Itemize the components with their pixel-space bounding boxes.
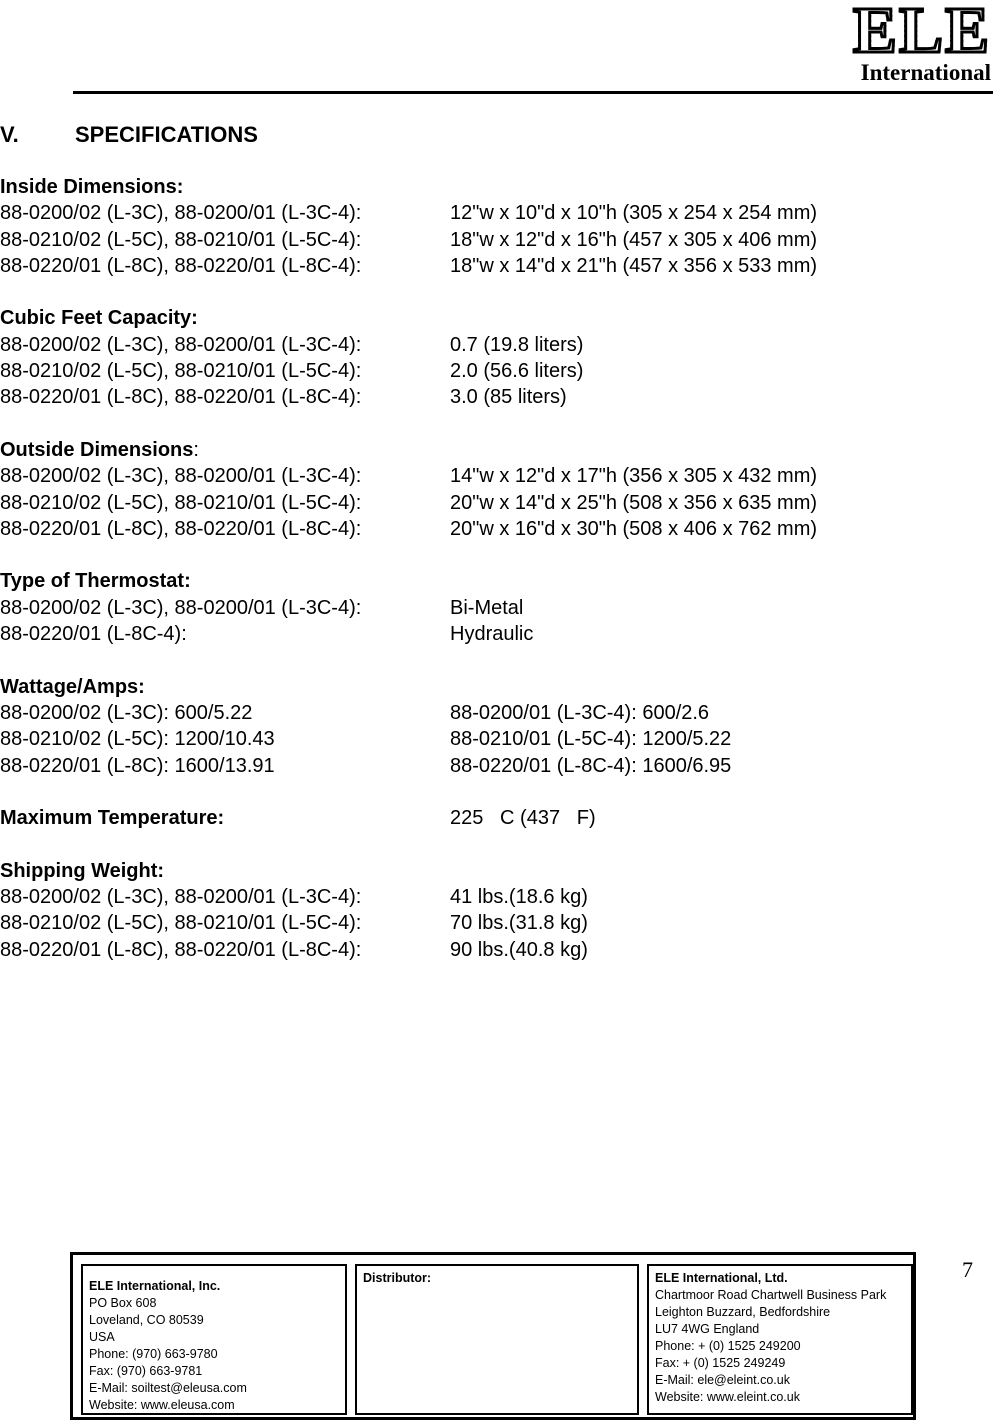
spec-value: 18"w x 12"d x 16"h (457 x 305 x 406 mm) <box>450 228 818 251</box>
us-address-line: USA <box>89 1330 115 1344</box>
spec-group-max-temperature <box>0 805 900 831</box>
spec-label: 88-0220/01 (L-8C-4): <box>0 623 187 646</box>
spec-row <box>0 490 900 516</box>
spec-group-outside-dimensions <box>0 437 900 542</box>
spec-heading: Cubic Feet Capacity: <box>0 307 198 330</box>
header-rule <box>73 91 993 94</box>
spec-row <box>0 253 900 279</box>
spec-group-cubic-capacity <box>0 305 900 410</box>
us-fax: Fax: (970) 663-9781 <box>89 1364 203 1378</box>
footer-us-office <box>81 1264 347 1415</box>
spec-group-wattage <box>0 674 900 779</box>
spec-heading: Maximum Temperature: <box>0 807 225 830</box>
us-website: Website: www.eleusa.com <box>89 1398 235 1412</box>
distributor-label: Distributor: <box>363 1271 432 1285</box>
spec-value: 90 lbs.(40.8 kg) <box>450 938 588 961</box>
uk-address-line: Chartmoor Road Chartwell Business Park <box>655 1288 887 1302</box>
uk-address-line: Leighton Buzzard, Bedfordshire <box>655 1305 831 1319</box>
spec-row <box>0 463 900 489</box>
specifications <box>0 174 900 989</box>
spec-label: 88-0220/01 (L-8C), 88-0220/01 (L-8C-4): <box>0 517 362 540</box>
footer-uk-office <box>647 1264 913 1415</box>
spec-value: 14"w x 12"d x 17"h (356 x 305 x 432 mm) <box>450 465 818 488</box>
uk-fax: Fax: + (0) 1525 249249 <box>655 1356 786 1370</box>
spec-heading: Shipping Weight: <box>0 859 165 882</box>
section-number: V. <box>0 122 19 147</box>
uk-address-line: LU7 4WG England <box>655 1322 760 1336</box>
spec-label: 88-0210/02 (L-5C), 88-0210/01 (L-5C-4): <box>0 360 362 383</box>
spec-label: 88-0220/01 (L-8C), 88-0220/01 (L-8C-4): <box>0 254 362 277</box>
spec-value: Hydraulic <box>450 623 534 646</box>
spec-label: 88-0210/02 (L-5C), 88-0210/01 (L-5C-4): <box>0 491 362 514</box>
spec-label: 88-0210/02 (L-5C): 1200/10.43 <box>0 728 275 751</box>
uk-company-name: ELE International, Ltd. <box>655 1271 788 1285</box>
spec-row <box>0 700 900 726</box>
spec-row <box>0 516 900 542</box>
spec-group-shipping-weight <box>0 858 900 963</box>
us-company-name: ELE International, Inc. <box>89 1279 221 1293</box>
spec-heading: Type of Thermostat: <box>0 570 191 593</box>
uk-website: Website: www.eleint.co.uk <box>655 1390 800 1404</box>
spec-row <box>0 910 900 936</box>
spec-group-inside-dimensions <box>0 174 900 279</box>
spec-label: 88-0220/01 (L-8C), 88-0220/01 (L-8C-4): <box>0 938 362 961</box>
spec-heading: Inside Dimensions: <box>0 176 184 198</box>
spec-value: 18"w x 14"d x 21"h (457 x 356 x 533 mm) <box>450 254 818 277</box>
spec-label: 88-0200/02 (L-3C), 88-0200/01 (L-3C-4): <box>0 886 362 909</box>
spec-value: 12"w x 10"d x 10"h (305 x 254 x 254 mm) <box>450 202 818 225</box>
spec-label: 88-0220/01 (L-8C): 1600/13.91 <box>0 754 275 777</box>
spec-row <box>0 621 900 647</box>
spec-value: 41 lbs.(18.6 kg) <box>450 886 588 909</box>
spec-label: 88-0210/02 (L-5C), 88-0210/01 (L-5C-4): <box>0 228 362 251</box>
spec-label: 88-0210/02 (L-5C), 88-0210/01 (L-5C-4): <box>0 912 362 935</box>
spec-value: 88-0220/01 (L-8C-4): 1600/6.95 <box>450 754 732 777</box>
spec-label: 88-0200/02 (L-3C): 600/5.22 <box>0 701 253 724</box>
spec-value: 88-0210/01 (L-5C-4): 1200/5.22 <box>450 728 732 751</box>
spec-value: 70 lbs.(31.8 kg) <box>450 912 588 935</box>
footer-contact-box <box>70 1252 916 1420</box>
spec-row <box>0 200 900 226</box>
spec-value: 3.0 (85 liters) <box>450 386 567 409</box>
logo-subtitle: International <box>860 60 991 85</box>
spec-value: 88-0200/01 (L-3C-4): 600/2.6 <box>450 701 710 724</box>
spec-row <box>0 384 900 410</box>
logo-mark: ELE <box>852 0 991 67</box>
us-phone: Phone: (970) 663-9780 <box>89 1347 218 1361</box>
spec-value: 0.7 (19.8 liters) <box>450 333 584 356</box>
spec-label: 88-0200/02 (L-3C), 88-0200/01 (L-3C-4): <box>0 202 362 225</box>
spec-heading-suffix: : <box>193 438 199 461</box>
spec-row <box>0 332 900 358</box>
ele-logo <box>833 0 993 86</box>
spec-label: 88-0200/02 (L-3C), 88-0200/01 (L-3C-4): <box>0 333 362 356</box>
spec-value: 2.0 (56.6 liters) <box>450 360 584 383</box>
spec-value: 225 C (437 F) <box>450 807 596 830</box>
spec-row <box>0 595 900 621</box>
spec-group-thermostat <box>0 568 900 647</box>
spec-heading-line <box>0 437 900 463</box>
page-number: 7 <box>962 1257 973 1282</box>
us-email: E-Mail: soiltest@eleusa.com <box>89 1381 247 1395</box>
us-address-line: Loveland, CO 80539 <box>89 1313 204 1327</box>
spec-row <box>0 805 900 831</box>
spec-value: 20"w x 16"d x 30"h (508 x 406 x 762 mm) <box>450 517 818 540</box>
spec-heading: Wattage/Amps: <box>0 675 145 698</box>
spec-label: 88-0220/01 (L-8C), 88-0220/01 (L-8C-4): <box>0 386 362 409</box>
us-address-line: PO Box 608 <box>89 1296 157 1310</box>
spec-row <box>0 358 900 384</box>
spec-label: 88-0200/02 (L-3C), 88-0200/01 (L-3C-4): <box>0 465 362 488</box>
spec-row <box>0 753 900 779</box>
section-title-text: SPECIFICATIONS <box>75 122 258 147</box>
spec-row <box>0 726 900 752</box>
spec-row <box>0 884 900 910</box>
spec-row <box>0 937 900 963</box>
spec-value: Bi-Metal <box>450 596 524 619</box>
spec-row <box>0 227 900 253</box>
spec-label: 88-0200/02 (L-3C), 88-0200/01 (L-3C-4): <box>0 596 362 619</box>
spec-heading: Outside Dimensions <box>0 438 194 461</box>
uk-phone: Phone: + (0) 1525 249200 <box>655 1339 801 1353</box>
spec-value: 20"w x 14"d x 25"h (508 x 356 x 635 mm) <box>450 491 818 514</box>
footer-distributor <box>355 1264 639 1415</box>
section-title <box>0 122 258 148</box>
uk-email: E-Mail: ele@eleint.co.uk <box>655 1373 790 1387</box>
